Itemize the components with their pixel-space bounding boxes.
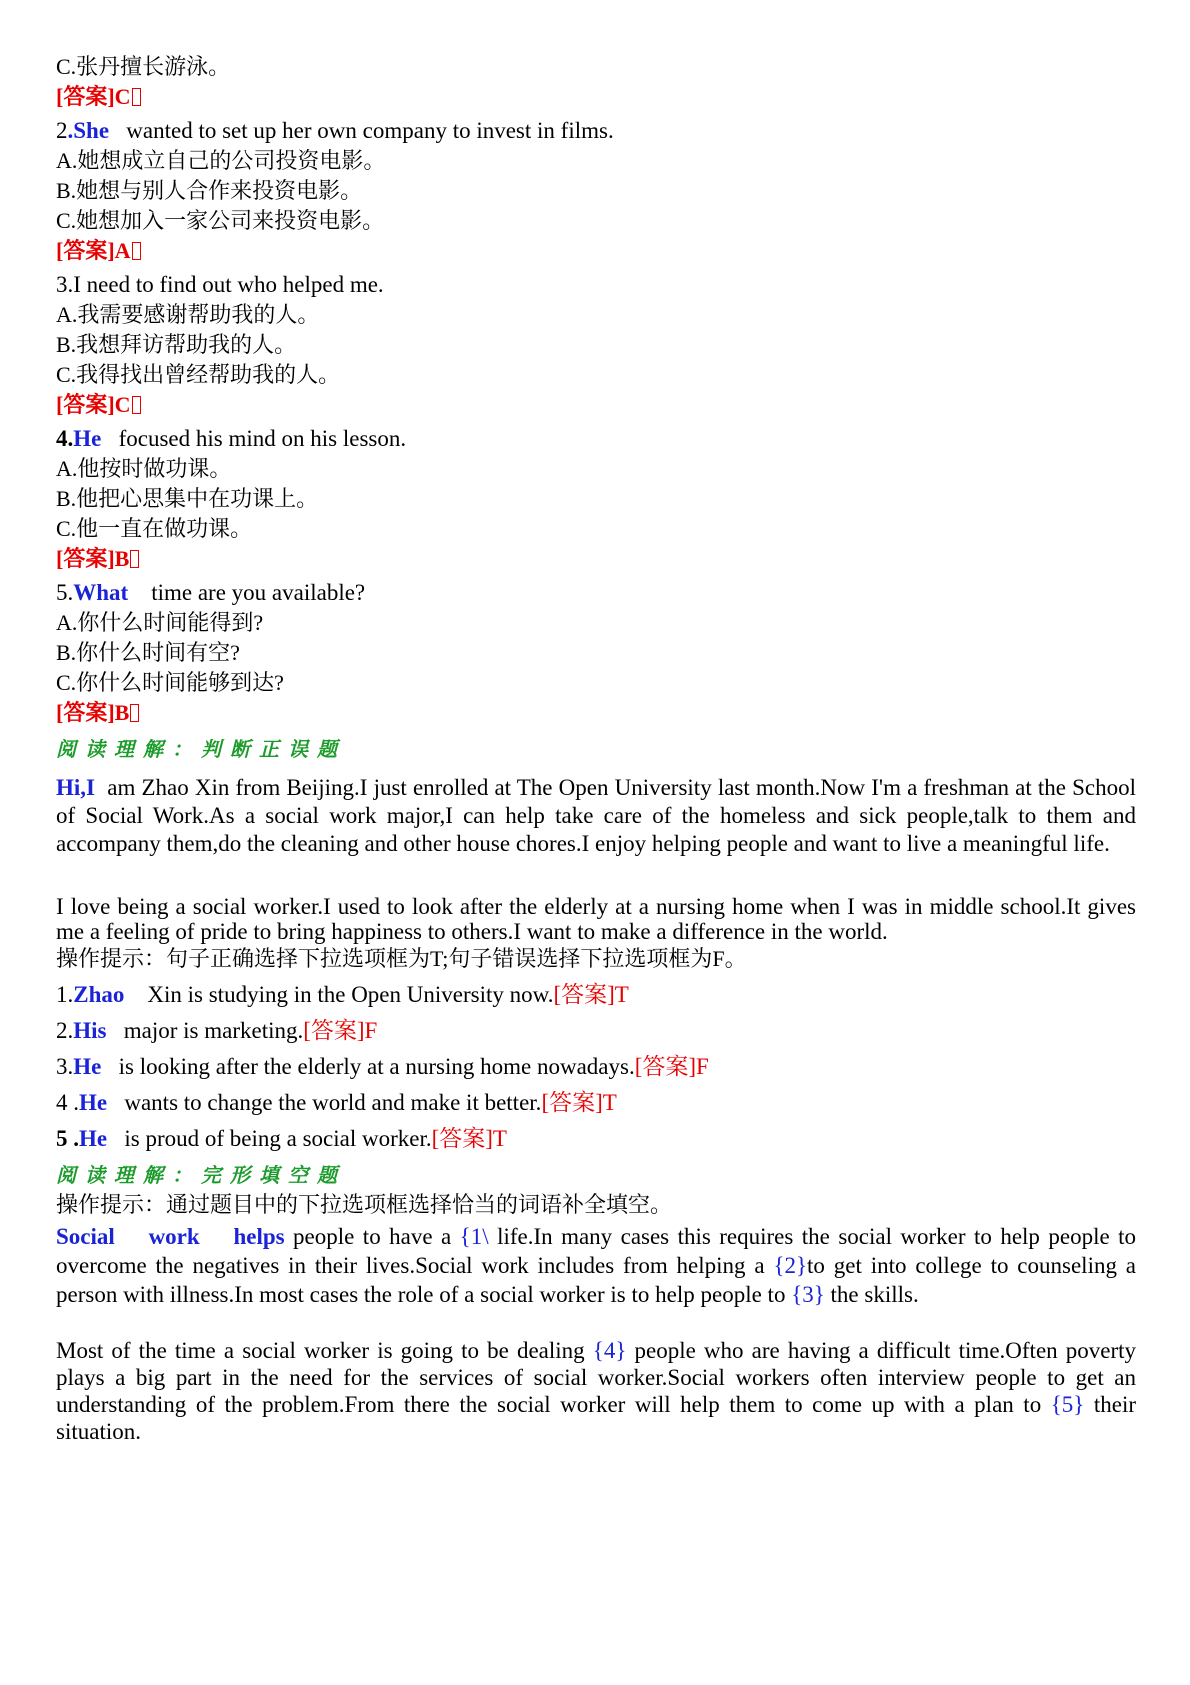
item-answer: [答案]F bbox=[634, 1054, 709, 1079]
item-text: Xin is studying in the Open University now. bbox=[147, 982, 554, 1007]
item-answer: [答案]T bbox=[541, 1090, 617, 1115]
option-b: B.我想拜访帮助我的人。 bbox=[56, 332, 297, 357]
answer-line bbox=[56, 236, 1136, 266]
operation-tip: 操作提示：句子正确选择下拉选项框为T;句子错误选择下拉选项框为F。 bbox=[56, 946, 747, 971]
answer-value: C bbox=[114, 84, 131, 109]
answer-tag: [答案] bbox=[56, 392, 115, 417]
item-number: 1. bbox=[56, 982, 74, 1007]
option-a: A.她想成立自己的公司投资电影。 bbox=[56, 148, 386, 173]
item-answer: [答案]F bbox=[303, 1018, 378, 1043]
item-text: wants to change the world and make it better. bbox=[124, 1090, 542, 1115]
answer-value: B bbox=[114, 546, 130, 571]
question-keyword: He bbox=[73, 426, 102, 451]
item-answer: [答案]T bbox=[553, 982, 629, 1007]
item-keyword: His bbox=[73, 1018, 107, 1043]
item-text: is looking after the elderly at a nursing home nowadays. bbox=[118, 1054, 635, 1079]
answer-value: C bbox=[114, 392, 131, 417]
cloze-blank-5[interactable]: {5} bbox=[1050, 1392, 1085, 1417]
question-5 bbox=[56, 578, 1136, 608]
answer-box bbox=[132, 242, 141, 260]
option-c: C.她想加入一家公司来投资电影。 bbox=[56, 208, 385, 233]
paragraph-text: Most of the time a social worker is going to be dealing bbox=[56, 1338, 585, 1363]
item-number: 4 . bbox=[56, 1090, 79, 1115]
paragraph-text: am Zhao Xin from Beijing.I just enrolled at The Open University last month.Now I'm a freshman at the School of Social Work.As a social work major,I can help take care of the homeless and sick people,talk to them and accompany them,do the cleaning and other house chores.I enjoy helping people and want to live a meaningful life. bbox=[56, 775, 1136, 856]
paragraph-text: their situation. bbox=[56, 1392, 1137, 1444]
cloze-blank-3[interactable]: {3} bbox=[791, 1282, 825, 1307]
section-title-cloze: 阅读理解：完形填空题 bbox=[56, 1163, 346, 1187]
item-text: major is marketing. bbox=[123, 1018, 304, 1043]
question-4 bbox=[56, 424, 1136, 454]
cloze-paragraph-2 bbox=[56, 1337, 1136, 1445]
tf-item-4 bbox=[56, 1088, 1136, 1118]
option-b: B.他把心思集中在功课上。 bbox=[56, 486, 319, 511]
option-a: A.你什么时间能得到? bbox=[56, 610, 264, 635]
operation-tip: 操作提示：通过题目中的下拉选项框选择恰当的词语补全填空。 bbox=[56, 1192, 673, 1217]
paragraph-keyword: Social work helps bbox=[56, 1224, 285, 1249]
question-number: 5. bbox=[56, 580, 74, 605]
question-number: 4. bbox=[56, 426, 74, 451]
reading-paragraph-1 bbox=[56, 774, 1136, 858]
answer-line bbox=[56, 698, 1136, 728]
cloze-blank-1[interactable]: {1\ bbox=[459, 1224, 489, 1249]
option-b: B.她想与别人合作来投资电影。 bbox=[56, 178, 363, 203]
question-text: wanted to set up her own company to invest in films. bbox=[126, 118, 614, 143]
item-keyword: He bbox=[73, 1054, 102, 1079]
option-c: C.张丹擅长游泳。 bbox=[56, 54, 231, 79]
paragraph-text: the skills. bbox=[830, 1282, 919, 1307]
item-keyword: He bbox=[79, 1126, 108, 1151]
answer-tag: [答案] bbox=[56, 238, 115, 263]
item-keyword: Zhao bbox=[73, 982, 125, 1007]
question-keyword: What bbox=[73, 580, 129, 605]
question-3 bbox=[56, 270, 1136, 300]
document-page bbox=[56, 52, 1136, 1445]
cloze-blank-4[interactable]: {4} bbox=[592, 1338, 627, 1363]
question-text: focused his mind on his lesson. bbox=[118, 426, 407, 451]
paragraph-text: to get into college to counseling a person with illness.In most cases the role of a social worker is to help people to bbox=[56, 1253, 1137, 1307]
option-c: C.他一直在做功课。 bbox=[56, 516, 253, 541]
option-a: A.我需要感谢帮助我的人。 bbox=[56, 302, 320, 327]
option-c: C.我得找出曾经帮助我的人。 bbox=[56, 362, 341, 387]
answer-tag: [答案] bbox=[56, 84, 115, 109]
answer-box bbox=[132, 88, 141, 106]
tf-item-1 bbox=[56, 980, 1136, 1010]
paragraph-text: people to have a bbox=[293, 1224, 452, 1249]
answer-tag: [答案] bbox=[56, 546, 115, 571]
tf-item-5 bbox=[56, 1124, 1136, 1154]
answer-line bbox=[56, 390, 1136, 420]
cloze-blank-2[interactable]: {2} bbox=[773, 1253, 808, 1278]
answer-box bbox=[130, 704, 139, 722]
item-text: is proud of being a social worker. bbox=[124, 1126, 432, 1151]
answer-tag: [答案] bbox=[56, 700, 115, 725]
tf-item-2 bbox=[56, 1016, 1136, 1046]
answer-box bbox=[130, 550, 139, 568]
question-text: 3.I need to find out who helped me. bbox=[56, 272, 384, 297]
reading-paragraph-2: I love being a social worker.I used to look after the elderly at a nursing home when I was in middle school.It gives me a feeling of pride to bring happiness to others.I want to make a difference in the world. bbox=[56, 894, 1136, 944]
question-2 bbox=[56, 116, 1136, 146]
item-number: 5 . bbox=[56, 1126, 79, 1151]
section-title-true-false: 阅读理解：判断正误题 bbox=[56, 737, 346, 761]
answer-value: B bbox=[114, 700, 130, 725]
item-answer: [答案]T bbox=[431, 1126, 507, 1151]
answer-line bbox=[56, 544, 1136, 574]
option-a: A.他按时做功课。 bbox=[56, 456, 232, 481]
paragraph-text: people who are having a difficult time.Often poverty plays a big part in the need for the services of social worker.Social workers often interview people to get an understanding of the problem.From there the social worker will help them to come up with a plan to bbox=[56, 1338, 1137, 1417]
answer-box bbox=[132, 396, 141, 414]
paragraph-keyword: Hi,I bbox=[56, 775, 95, 800]
item-number: 2. bbox=[56, 1018, 74, 1043]
answer-line bbox=[56, 82, 1136, 112]
question-text: time are you available? bbox=[151, 580, 366, 605]
cloze-paragraph-1 bbox=[56, 1222, 1136, 1309]
answer-value: A bbox=[114, 238, 131, 263]
question-number: 2 bbox=[56, 118, 68, 143]
option-c: C.你什么时间能够到达? bbox=[56, 670, 284, 695]
item-keyword: He bbox=[79, 1090, 108, 1115]
question-keyword: .She bbox=[67, 118, 110, 143]
paragraph-text: life.In many cases this requires the social worker to help people to overcome the negatives in their lives.Social work includes from helping a bbox=[56, 1224, 1137, 1278]
tf-item-3 bbox=[56, 1052, 1136, 1082]
option-b: B.你什么时间有空? bbox=[56, 640, 240, 665]
item-number: 3. bbox=[56, 1054, 74, 1079]
